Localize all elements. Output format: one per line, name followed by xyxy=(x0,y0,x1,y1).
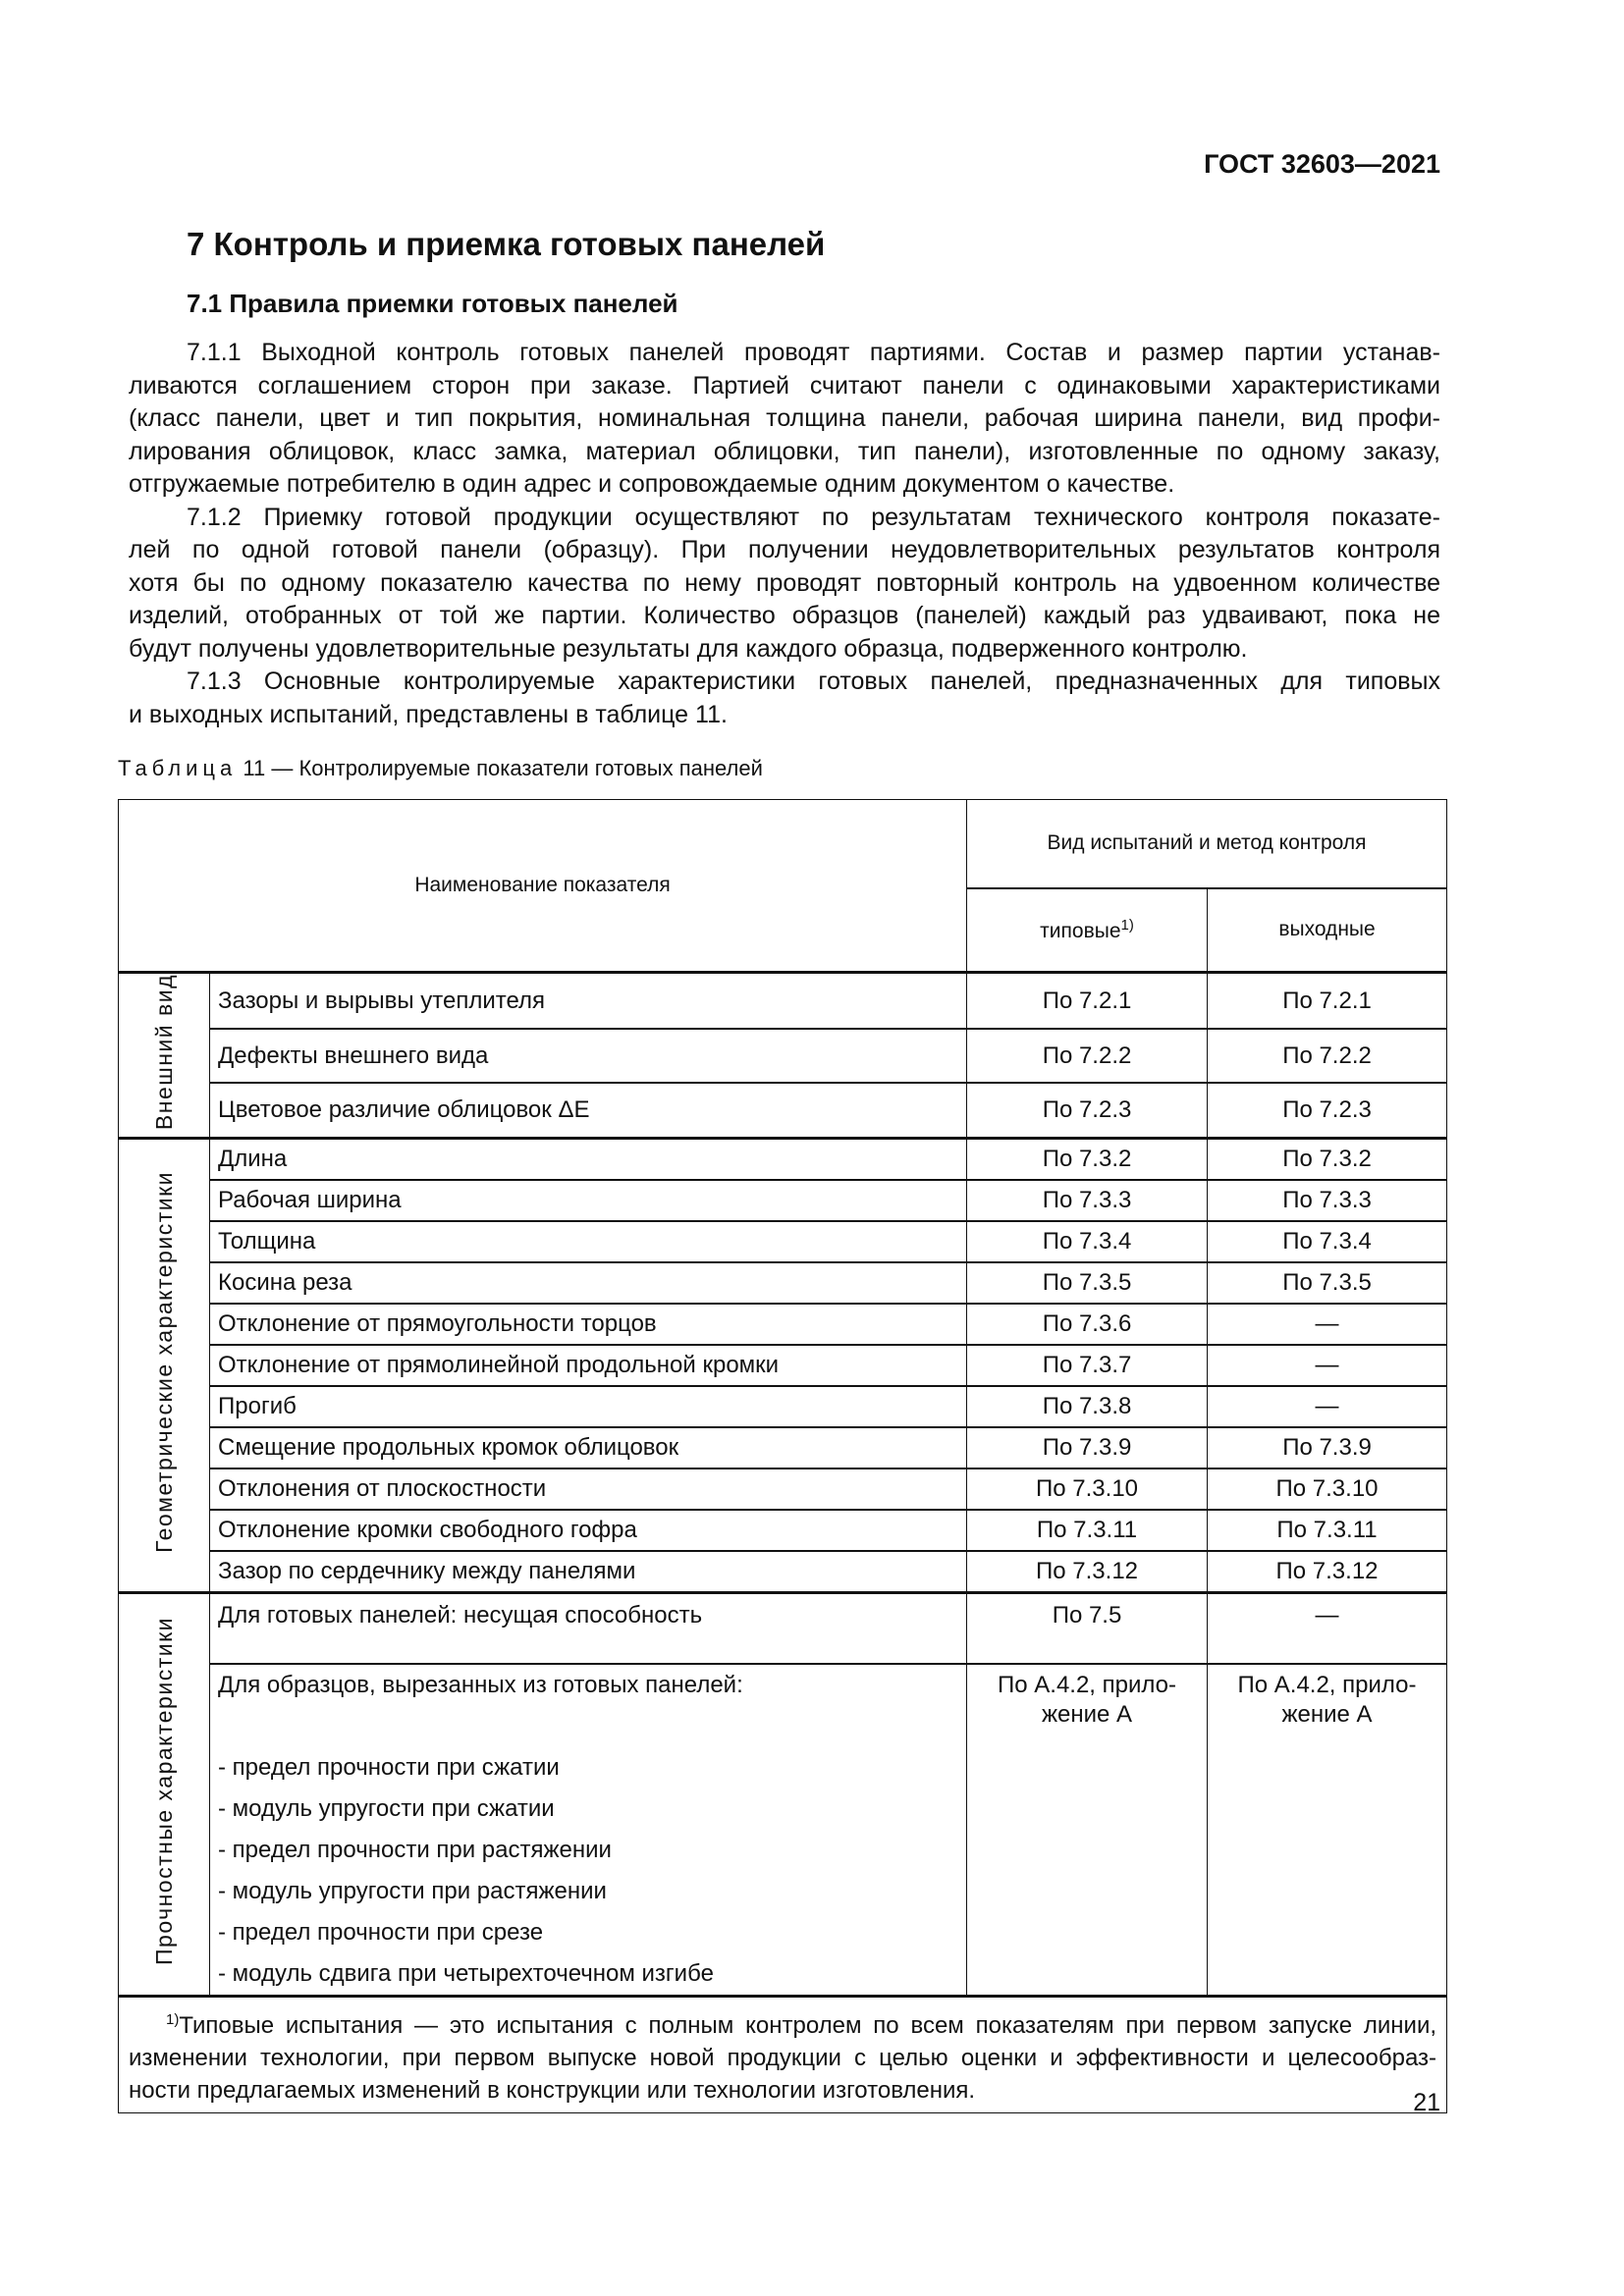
type-test-method: По 7.3.6 xyxy=(967,1304,1208,1345)
type-test-method: По 7.2.3 xyxy=(967,1083,1208,1138)
indicator-name: Рабочая ширина xyxy=(210,1180,967,1221)
table-row xyxy=(119,1427,1447,1468)
indicator-line: Для образцов, вырезанных из готовых панелей: xyxy=(218,1671,743,1698)
paragraph-line: отгружаемые потребителю в один адрес и сопровождаемые одним документом о качестве. xyxy=(129,470,1175,498)
header-test-type: Вид испытаний и метод контроля xyxy=(967,800,1447,888)
header-exit-tests: выходные xyxy=(1208,888,1447,973)
exit-test-method: По 7.3.2 xyxy=(1208,1139,1447,1180)
table-row xyxy=(119,1664,1447,1997)
indicator-name: Цветовое различие облицовок ΔE xyxy=(210,1083,967,1138)
caption-text: 11 — Контролируемые показатели готовых панелей xyxy=(243,756,763,780)
type-test-method: По 7.3.5 xyxy=(967,1262,1208,1304)
table-row xyxy=(119,1083,1447,1138)
table-row xyxy=(119,1510,1447,1551)
exit-test-method: По 7.2.2 xyxy=(1208,1029,1447,1083)
caption-prefix: Таблица xyxy=(118,756,238,780)
group-label: Геометрические характеристики xyxy=(150,1171,177,1553)
table-row xyxy=(119,1180,1447,1221)
indicator-name: Отклонения от плоскостности xyxy=(210,1468,967,1510)
type-test-method: По 7.2.2 xyxy=(967,1029,1208,1083)
indicator-name: Косина реза xyxy=(210,1262,967,1304)
footnote-row xyxy=(119,1996,1447,2112)
indicator-line: - модуль упругости при сжатии xyxy=(218,1794,555,1822)
indicator-name: Толщина xyxy=(210,1221,967,1262)
exit-test-method: По 7.3.11 xyxy=(1208,1510,1447,1551)
paragraph-line: будут получены удовлетворительные результаты для каждого образца, подверженного контролю. xyxy=(129,634,1248,663)
group-label-cell xyxy=(119,973,210,1139)
exit-test-method: По 7.2.3 xyxy=(1208,1083,1447,1138)
table-row xyxy=(119,1304,1447,1345)
table-row xyxy=(119,1386,1447,1427)
group-label-cell xyxy=(119,1593,210,1997)
paragraph-line: (класс панели, цвет и тип покрытия, номинальная толщина панели, рабочая ширина панели, вид профи- xyxy=(129,404,1440,432)
indicator-name: Отклонение кромки свободного гофра xyxy=(210,1510,967,1551)
table-row xyxy=(119,1345,1447,1386)
paragraph-line: 7.1.1 Выходной контроль готовых панелей проводят партиями. Состав и размер партии устанав- xyxy=(187,339,1440,366)
table-row xyxy=(119,1593,1447,1664)
section-title: 7 Контроль и приемка готовых панелей xyxy=(187,226,826,262)
type-test-method: По 7.3.11 xyxy=(967,1510,1208,1551)
indicator-name: Смещение продольных кромок облицовок xyxy=(210,1427,967,1468)
indicator-line: - модуль сдвига при четырехточечном изгибе xyxy=(218,1959,714,1987)
document-code: ГОСТ 32603—2021 xyxy=(1204,149,1440,179)
footnote-ref: 1) xyxy=(1120,916,1134,934)
type-test-method: По 7.3.3 xyxy=(967,1180,1208,1221)
paragraph-line: лирования облицовок, класс замка, материал облицовки, тип панели), изготовленные по одному заказу, xyxy=(129,437,1440,465)
paragraph-line: 7.1.3 Основные контролируемые характеристики готовых панелей, предназначенных для типовых xyxy=(187,667,1440,695)
indicator-name: Отклонение от прямоугольности торцов xyxy=(210,1304,967,1345)
exit-test-method: — xyxy=(1208,1304,1447,1345)
table-row xyxy=(119,1262,1447,1304)
indicators-table xyxy=(118,799,1447,2113)
indicator-name: Зазоры и вырывы утеплителя xyxy=(210,973,967,1030)
indicator-name: Зазор по сердечнику между панелями xyxy=(210,1551,967,1593)
indicator-name xyxy=(210,1664,967,1997)
indicator-line: - предел прочности при срезе xyxy=(218,1918,544,1946)
indicator-name: Отклонение от прямолинейной продольной кромки xyxy=(210,1345,967,1386)
paragraph-line: лей по одной готовой панели (образцу). При получении неудовлетворительных результатов контроля xyxy=(129,536,1440,563)
group-label: Внешний вид xyxy=(150,974,177,1131)
indicator-name: Дефекты внешнего вида xyxy=(210,1029,967,1083)
exit-test-method: По А.4.2, прило- жение А xyxy=(1208,1664,1447,1997)
exit-test-method: По 7.3.9 xyxy=(1208,1427,1447,1468)
indicator-name: Прогиб xyxy=(210,1386,967,1427)
exit-test-method: По 7.3.3 xyxy=(1208,1180,1447,1221)
exit-test-method: По 7.3.4 xyxy=(1208,1221,1447,1262)
footnote-text: Типовые испытания — это испытания с полным контролем по всем показателям при первом запуске линии, xyxy=(179,2011,1437,2039)
paragraph-line: ливаются соглашением сторон при заказе. Партией считают панели с одинаковыми характеристиками xyxy=(129,371,1440,400)
table-row xyxy=(119,1139,1447,1180)
type-test-method: По А.4.2, прило- жение А xyxy=(967,1664,1208,1997)
indicator-line: - модуль упругости при растяжении xyxy=(218,1877,607,1904)
exit-test-method: По 7.3.12 xyxy=(1208,1551,1447,1593)
exit-test-method: — xyxy=(1208,1593,1447,1664)
table-caption xyxy=(118,756,763,781)
table-row xyxy=(119,1221,1447,1262)
indicator-line: - предел прочности при растяжении xyxy=(218,1836,612,1863)
type-test-method: По 7.3.8 xyxy=(967,1386,1208,1427)
type-test-method: По 7.3.4 xyxy=(967,1221,1208,1262)
exit-test-method: По 7.3.5 xyxy=(1208,1262,1447,1304)
header-type-label: типовые xyxy=(1040,919,1121,942)
header-type-tests xyxy=(967,888,1208,973)
table-row xyxy=(119,1468,1447,1510)
footnote-line: изменении технологии, при первом выпуске новой продукции с целью оценки и эффективности и целесообраз- xyxy=(129,2044,1437,2071)
paragraph-line: и выходных испытаний, представлены в таблице 11. xyxy=(129,700,728,728)
type-test-method: По 7.3.12 xyxy=(967,1551,1208,1593)
footnote-mark: 1) xyxy=(166,2010,180,2028)
paragraph-line: 7.1.2 Приемку готовой продукции осуществляют по результатам технического контроля показате- xyxy=(187,503,1440,531)
paragraph-line: хотя бы по одному показателю качества по нему проводят повторный контроль на удвоенном количестве xyxy=(129,568,1440,597)
footnote-line: ности предлагаемых изменений в конструкции или технологии изготовления. xyxy=(129,2076,976,2104)
indicator-line: - предел прочности при сжатии xyxy=(218,1753,560,1781)
type-test-method: По 7.3.2 xyxy=(967,1139,1208,1180)
paragraph-line: изделий, отобранных от той же партии. Количество образцов (панелей) каждый раз удваивают, пока не xyxy=(129,602,1440,629)
group-label: Прочностные характеристики xyxy=(150,1616,177,1965)
header-name: Наименование показателя xyxy=(119,800,967,973)
type-test-method: По 7.3.7 xyxy=(967,1345,1208,1386)
type-test-method: По 7.3.10 xyxy=(967,1468,1208,1510)
subsection-title: 7.1 Правила приемки готовых панелей xyxy=(187,289,678,318)
indicator-name: Для готовых панелей: несущая способность xyxy=(210,1593,967,1664)
footnote-line xyxy=(129,2003,1436,2042)
group-label-cell xyxy=(119,1139,210,1593)
indicator-name: Длина xyxy=(210,1139,967,1180)
table-row xyxy=(119,1029,1447,1083)
body-text xyxy=(129,337,1440,731)
exit-test-method: По 7.2.1 xyxy=(1208,973,1447,1030)
type-test-method: По 7.3.9 xyxy=(967,1427,1208,1468)
type-test-method: По 7.2.1 xyxy=(967,973,1208,1030)
type-test-method: По 7.5 xyxy=(967,1593,1208,1664)
page-number: 21 xyxy=(1413,2089,1440,2116)
exit-test-method: — xyxy=(1208,1345,1447,1386)
table-row xyxy=(119,973,1447,1030)
exit-test-method: По 7.3.10 xyxy=(1208,1468,1447,1510)
table-footnote xyxy=(119,1996,1447,2112)
exit-test-method: — xyxy=(1208,1386,1447,1427)
table-row xyxy=(119,1551,1447,1593)
